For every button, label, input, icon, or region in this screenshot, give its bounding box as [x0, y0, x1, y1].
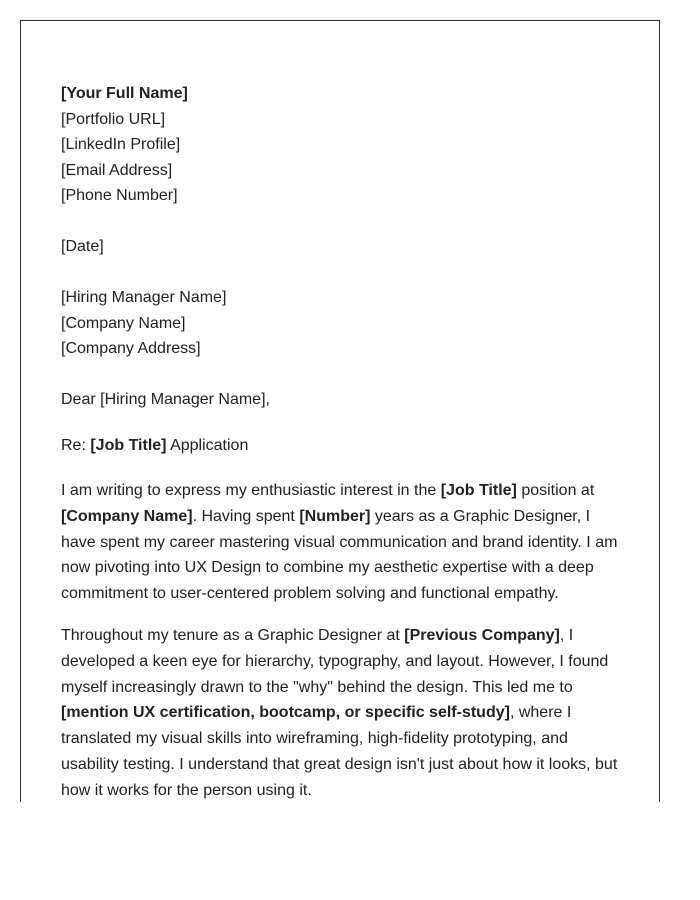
sender-name: [Your Full Name] — [61, 85, 188, 102]
sender-block — [61, 81, 626, 209]
spacer — [61, 413, 626, 433]
spacer — [61, 260, 626, 286]
letter-date: [Date] — [61, 238, 104, 255]
p1-job-title: [Job Title] — [440, 482, 517, 499]
cover-letter — [61, 81, 626, 802]
sender-email: [Email Address] — [61, 161, 173, 179]
recipient-address: [Company Address] — [61, 340, 201, 357]
subject-line — [61, 433, 626, 459]
p2-text-2: , I developed a keen eye for hierarchy, typography, and layout. However, I found myself increasingly drawn to the "why" behind the design. This led me to — [61, 626, 609, 696]
body-paragraph-1 — [61, 478, 626, 607]
subject-suffix: Application — [166, 436, 249, 454]
p2-previous-company: [Previous Company] — [404, 626, 560, 644]
recipient-block — [61, 285, 626, 362]
p1-company-name: [Company Name] — [61, 507, 193, 525]
spacer — [61, 458, 626, 478]
salutation: Dear [Hiring Manager Name], — [61, 391, 270, 408]
recipient-company: [Company Name] — [61, 314, 186, 332]
sender-portfolio: [Portfolio URL] — [61, 110, 166, 128]
sender-linkedin: [LinkedIn Profile] — [61, 136, 181, 153]
p1-text-2: position at — [516, 482, 595, 499]
sender-phone: [Phone Number] — [61, 187, 178, 204]
p1-text-1: I am writing to express my enthusiastic interest in the — [61, 482, 441, 499]
p2-text-3: , where I translated my visual skills into wireframing, high-fidelity prototyping, and usability testing. I understand that great design isn't just about how it looks, but how it works for the person using it. — [61, 704, 618, 799]
body-paragraph-2 — [61, 623, 626, 802]
subject-prefix: Re: — [61, 436, 91, 454]
recipient-manager: [Hiring Manager Name] — [61, 289, 227, 306]
p2-ux-education: [mention UX certification, bootcamp, or specific self-study] — [61, 704, 510, 722]
spacer — [61, 209, 626, 235]
spacer — [61, 362, 626, 388]
spacer — [61, 607, 626, 623]
p1-number: [Number] — [299, 507, 371, 525]
p1-text-4: years as a Graphic Designer, I have spent my career mastering visual communication and brand identity. I am now pivoting into UX Design to combine my aesthetic expertise with a deep commitment to user-centered problem solving and functional empathy. — [61, 507, 618, 603]
subject-job-title: [Job Title] — [90, 436, 167, 454]
document-page — [20, 20, 660, 802]
p1-text-3: . Having spent — [192, 507, 300, 525]
p2-text-1: Throughout my tenure as a Graphic Designer at — [61, 626, 405, 644]
